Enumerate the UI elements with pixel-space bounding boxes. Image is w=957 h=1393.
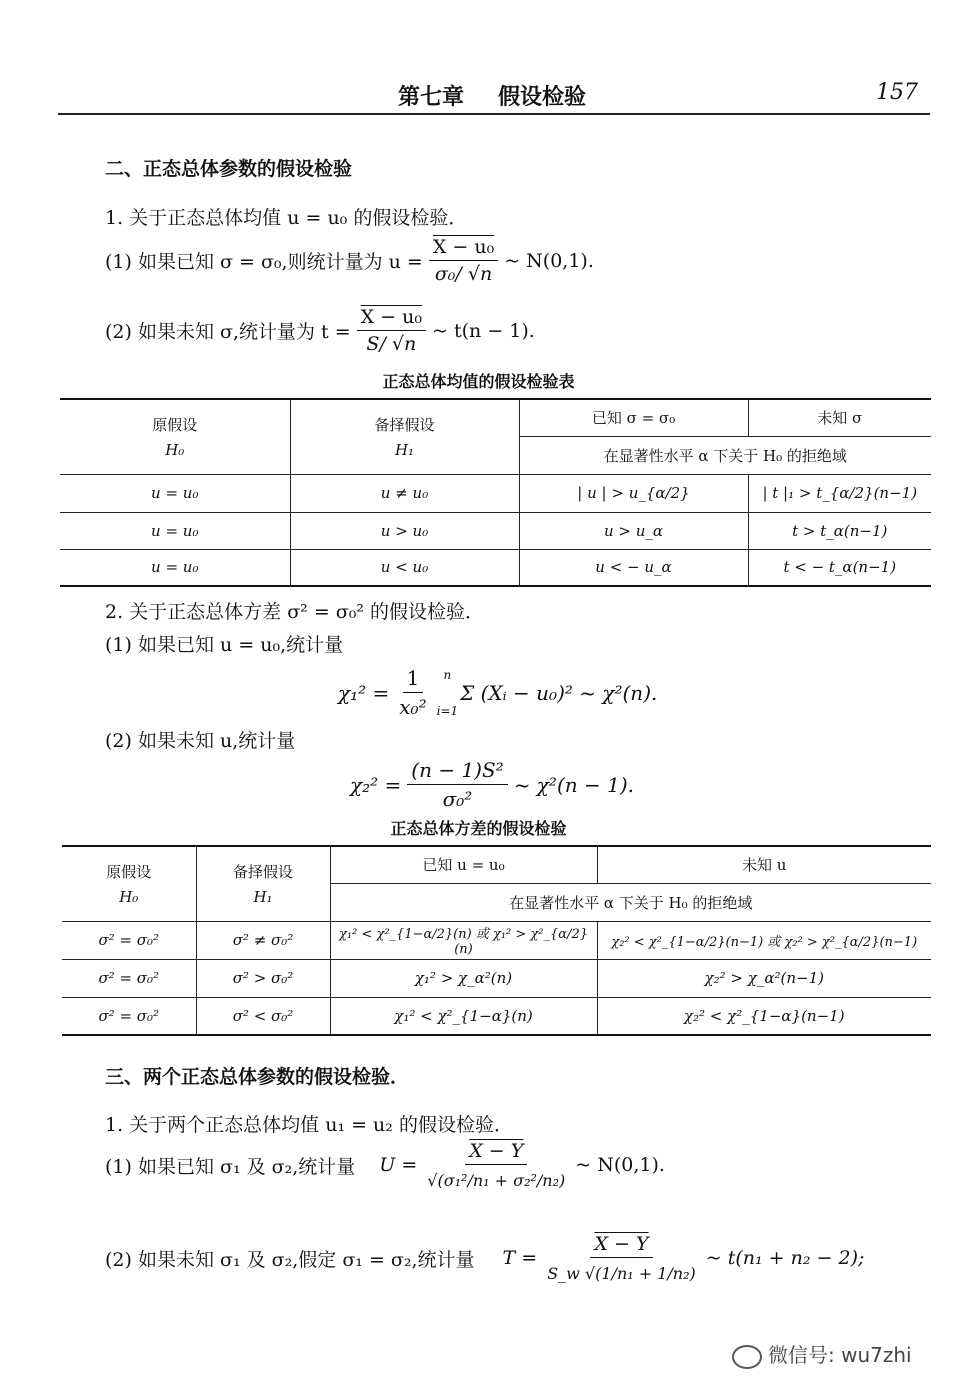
table1-cell: t < − t_α(n−1)	[748, 549, 931, 586]
watermark-text: 微信号: wu7zhi	[768, 1343, 912, 1367]
sec3-case2-lhs: T =	[502, 1247, 538, 1269]
table2-cell: σ² < σ₀²	[196, 997, 330, 1035]
table2-cell: χ₂² < χ²_{1−α}(n−1)	[597, 997, 931, 1035]
chapter-label: 第七章	[398, 85, 465, 110]
table1-cell: t > t_α(n−1)	[748, 512, 931, 549]
item1-case1-denominator: σ₀/ √n	[434, 263, 493, 285]
item2-case2-text: (2) 如果未知 u,统计量	[105, 730, 296, 752]
variance-test-table	[62, 845, 931, 1036]
table1-unknown-header: 未知 σ	[748, 399, 931, 436]
sec3-case2-denominator: S_w √(1/n₁ + 1/n₂)	[547, 1264, 696, 1283]
item1-case1	[105, 236, 594, 285]
sec3-case2-tail: ~ t(n₁ + n₂ − 2);	[705, 1247, 865, 1269]
table1-cell: u ≠ u₀	[290, 474, 519, 512]
chi1-sum: Σ (Xᵢ − u₀)² ~ χ²(n).	[460, 680, 658, 705]
wechat-icon	[732, 1345, 762, 1369]
item1-case1-numerator: X − u₀	[429, 236, 498, 261]
table1-cell: u > u_α	[519, 512, 748, 549]
table1-cell: u < u₀	[290, 549, 519, 586]
item1-case2-numerator: X − u₀	[357, 306, 426, 331]
chi1-denominator: x₀²	[399, 695, 427, 719]
table2-cell: χ₂² > χ_α²(n−1)	[597, 959, 931, 997]
table2-cell: σ² ≠ σ₀²	[196, 921, 330, 959]
sec3-case1-fraction	[423, 1140, 569, 1190]
chi1-lhs: χ₁² =	[338, 680, 390, 705]
item1-intro: 1. 关于正态总体均值 u = u₀ 的假设检验．	[105, 207, 468, 229]
sec3-case1-lhs: U =	[379, 1154, 418, 1176]
header-rule	[58, 113, 930, 115]
page-number: 157	[876, 80, 918, 105]
table2-cell: σ² = σ₀²	[62, 959, 196, 997]
chi2-tail: ~ χ²(n − 1).	[513, 772, 634, 797]
table2-region-header: 在显著性水平 α 下关于 H₀ 的拒绝域	[330, 883, 931, 921]
table1-cell: | t |₁ > t_{α/2}(n−1)	[748, 474, 931, 512]
sec3-case2-numerator: X − Y	[590, 1233, 652, 1258]
wechat-watermark	[732, 1339, 912, 1369]
table1-cell: u = u₀	[60, 474, 290, 512]
item2-intro: 2. 关于正态总体方差 σ² = σ₀² 的假设检验．	[105, 601, 485, 623]
sec3-intro: 1. 关于两个正态总体均值 u₁ = u₂ 的假设检验．	[105, 1114, 513, 1136]
table1-cell: u = u₀	[60, 512, 290, 549]
item2-case2-formula	[350, 758, 634, 811]
item1-case2-tail: ~ t(n − 1).	[432, 319, 535, 342]
sec3-case2-text: (2) 如果未知 σ₁ 及 σ₂,假定 σ₁ = σ₂,统计量	[105, 1248, 475, 1271]
item1-case2	[105, 306, 535, 355]
table2-h0-header: 原假设 H₀	[62, 846, 196, 921]
chi1-fraction	[395, 666, 430, 719]
chi1-numerator: 1	[403, 666, 424, 693]
table1-known-header: 已知 σ = σ₀	[519, 399, 748, 436]
item1-case1-text: (1) 如果已知 σ = σ₀,则统计量为 u =	[105, 251, 423, 273]
chapter-title: 假设检验	[498, 85, 587, 110]
sec3-case1-text: (1) 如果已知 σ₁ 及 σ₂,统计量	[105, 1155, 356, 1178]
table2-h1-header: 备择假设 H₁	[196, 846, 330, 921]
table2-caption: 正态总体方差的假设检验	[390, 819, 567, 838]
table1-region-header: 在显著性水平 α 下关于 H₀ 的拒绝域	[519, 436, 931, 474]
sec3-case1-numerator: X − Y	[465, 1140, 527, 1165]
sec3-case1	[105, 1140, 665, 1190]
table1-caption: 正态总体均值的假设检验表	[382, 372, 575, 391]
item1-case2-fraction	[357, 306, 426, 355]
table1-h1-header: 备择假设 H₁	[290, 399, 519, 474]
table2-cell: σ² > σ₀²	[196, 959, 330, 997]
table2-cell: σ² = σ₀²	[62, 921, 196, 959]
section-3-title: 三、两个正态总体参数的假设检验．	[105, 1066, 410, 1088]
table1-cell: | u | > u_{α/2}	[519, 474, 748, 512]
section-2-title: 二、正态总体参数的假设检验	[105, 158, 353, 180]
item1-case2-text: (2) 如果未知 σ,统计量为 t =	[105, 321, 351, 343]
item1-case1-fraction	[429, 236, 498, 285]
chi2-numerator: (n − 1)S²	[407, 758, 507, 785]
chi2-denominator: σ₀²	[442, 787, 473, 811]
table2-cell: χ₁² > χ_α²(n)	[330, 959, 597, 997]
table1-h0-header: 原假设 H₀	[60, 399, 290, 474]
table1-cell: u > u₀	[290, 512, 519, 549]
table2-cell: χ₁² < χ²_{1−α/2}(n) 或 χ₁² > χ²_{α/2}(n)	[330, 921, 597, 959]
table2-unknown-header: 未知 u	[597, 846, 931, 883]
item2-case1-text: (1) 如果已知 u = u₀,统计量	[105, 634, 344, 656]
item1-case2-denominator: S/ √n	[366, 333, 417, 355]
table2-cell: σ² = σ₀²	[62, 997, 196, 1035]
table1-cell: u = u₀	[60, 549, 290, 586]
sec3-case2-fraction	[543, 1233, 700, 1283]
sec3-case1-denominator: √(σ₁²/n₁ + σ₂²/n₂)	[427, 1171, 566, 1190]
sum-lower-limit: i=1	[436, 703, 459, 718]
mean-test-table	[60, 398, 931, 587]
table1-cell: u < − u_α	[519, 549, 748, 586]
table2-cell: χ₁² < χ²_{1−α}(n)	[330, 997, 597, 1035]
sec3-case1-tail: ~ N(0,1).	[575, 1154, 665, 1176]
chi2-lhs: χ₂² =	[350, 772, 402, 797]
chi2-fraction	[407, 758, 507, 811]
sec3-case2	[105, 1233, 864, 1283]
item1-case1-tail: ~ N(0,1).	[504, 249, 594, 272]
sum-limits	[437, 668, 459, 718]
table2-known-header: 已知 u = u₀	[330, 846, 597, 883]
table2-cell: χ₂² < χ²_{1−α/2}(n−1) 或 χ₂² > χ²_{α/2}(n−1)	[597, 921, 931, 959]
sum-upper-limit: n	[443, 667, 452, 682]
item2-case1-formula	[338, 666, 657, 719]
